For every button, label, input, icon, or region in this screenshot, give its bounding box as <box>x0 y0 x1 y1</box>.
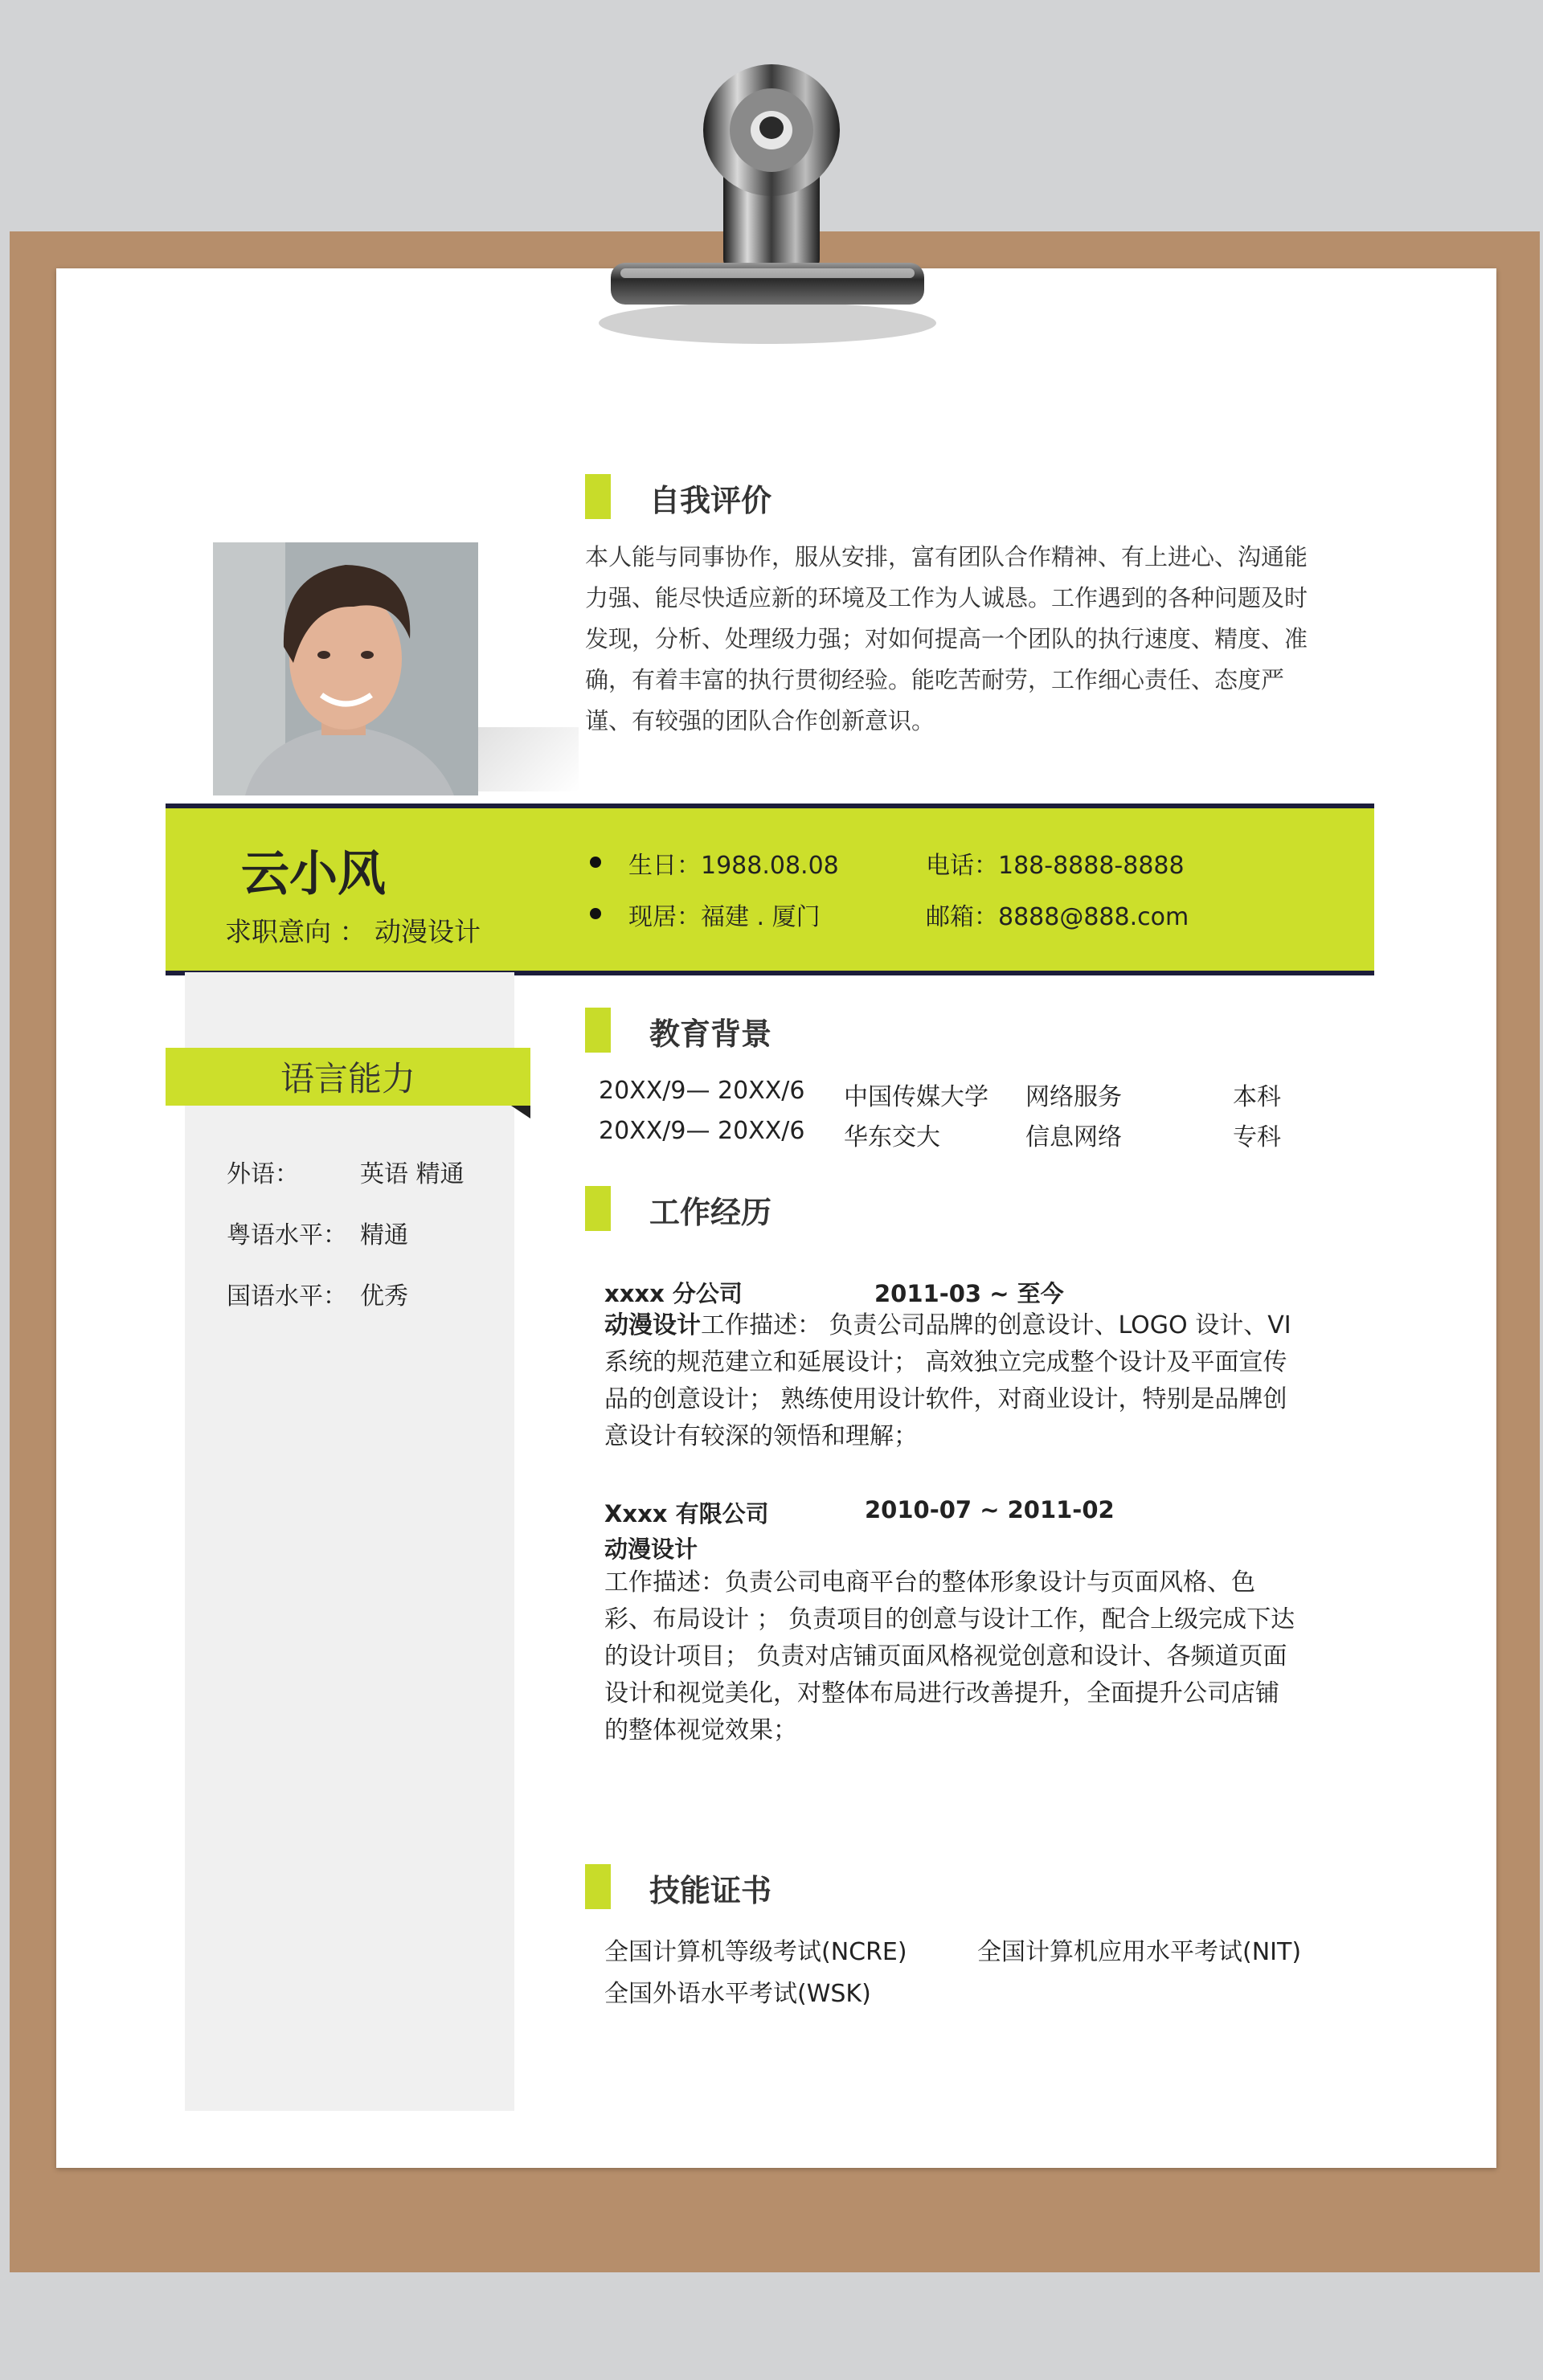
email-address: 邮箱：8888@888.com <box>926 903 1189 931</box>
cert-item: 全国外语水平考试(WSK) <box>604 1980 871 2008</box>
cert-item: 全国计算机等级考试(NCRE) <box>604 1938 907 1966</box>
job-period: 2011-03 ~ 至今 <box>874 1280 1064 1307</box>
language-label: 粤语水平： <box>227 1221 347 1249</box>
bullet-icon <box>590 908 601 919</box>
tab-fold <box>511 1106 530 1118</box>
certs-marker <box>585 1864 611 1909</box>
work-title: 工作经历 <box>649 1195 772 1230</box>
cert-item: 全国计算机应用水平考试(NIT) <box>977 1938 1302 1966</box>
self-eval-marker <box>585 474 611 519</box>
photo-shadow <box>474 727 579 791</box>
language-value: 优秀 <box>360 1282 408 1311</box>
education-title: 教育背景 <box>649 1016 772 1052</box>
birth-date: 生日：1988.08.08 <box>628 852 839 880</box>
edu-period: 20XX/9— 20XX/6 <box>599 1117 805 1145</box>
edu-degree: 专科 <box>1233 1123 1281 1151</box>
language-value: 英语 精通 <box>360 1160 465 1188</box>
job-description <box>604 1307 1295 1455</box>
self-eval-text: 本人能与同事协作，服从安排，富有团队合作精神、有上进心、沟通能力强、能尽快适应新的环境及工作为人诚恳。工作遇到的各种问题及时发现，分析、处理级力强；对如何提高一个团队的执行速度、精度、准确，有着丰富的执行贯彻经验。能吃苦耐劳，工作细心责任、态度严谨、有较强的团队合作创新意识。 <box>585 543 1308 734</box>
job-description: 工作描述：负责公司电商平台的整体形象设计与页面风格、色彩、布局设计 ； 负责项目的创意与设计工作，配合上级完成下达的设计项目； 负责对店铺页面风格视觉创意和设计、各频道页面设计和视觉美化，对整体布局进行改善提升，全面提升公司店铺的整体视觉效果； <box>604 1568 1295 1744</box>
residence: 现居：福建 . 厦门 <box>628 903 821 931</box>
education-marker <box>585 1008 611 1053</box>
self-eval-title: 自我评价 <box>649 483 772 518</box>
binder-clip-icon <box>579 50 956 355</box>
job-desc-text: 工作描述： 负责公司品牌的创意设计、LOGO 设计、VI系统的规范建立和延展设计； 高效独立完成整个设计及平面宣传品的创意设计； 熟练使用设计软件，对商业设计，特别是品牌创意设计有较深的领悟和理解； <box>604 1311 1291 1450</box>
edu-degree: 本科 <box>1233 1083 1281 1111</box>
job-role: 动漫设计 <box>604 1311 701 1339</box>
bullet-icon <box>590 857 601 868</box>
certs-title: 技能证书 <box>649 1873 772 1908</box>
job-period: 2010-07 ~ 2011-02 <box>865 1496 1115 1523</box>
job-company: Xxxx 有限公司 <box>604 1500 769 1527</box>
edu-school: 中国传媒大学 <box>844 1083 988 1111</box>
job-company: xxxx 分公司 <box>604 1280 743 1307</box>
profile-photo <box>213 542 478 795</box>
edu-school: 华东交大 <box>844 1123 940 1151</box>
job-intent: 求职意向 ： 动漫设计 <box>225 916 481 947</box>
edu-period: 20XX/9— 20XX/6 <box>599 1077 805 1105</box>
job-role: 动漫设计 <box>604 1536 698 1563</box>
phone-number: 电话：188-8888-8888 <box>926 852 1185 880</box>
language-label: 外语： <box>227 1160 299 1188</box>
edu-major: 网络服务 <box>1025 1083 1122 1111</box>
language-label: 国语水平： <box>227 1282 347 1311</box>
language-value: 精通 <box>360 1221 408 1249</box>
language-title: 语言能力 <box>280 1059 415 1098</box>
candidate-name: 云小风 <box>241 846 386 902</box>
sidebar-panel <box>185 972 514 2111</box>
work-marker <box>585 1186 611 1231</box>
avatar <box>213 542 478 795</box>
edu-major: 信息网络 <box>1025 1123 1122 1151</box>
